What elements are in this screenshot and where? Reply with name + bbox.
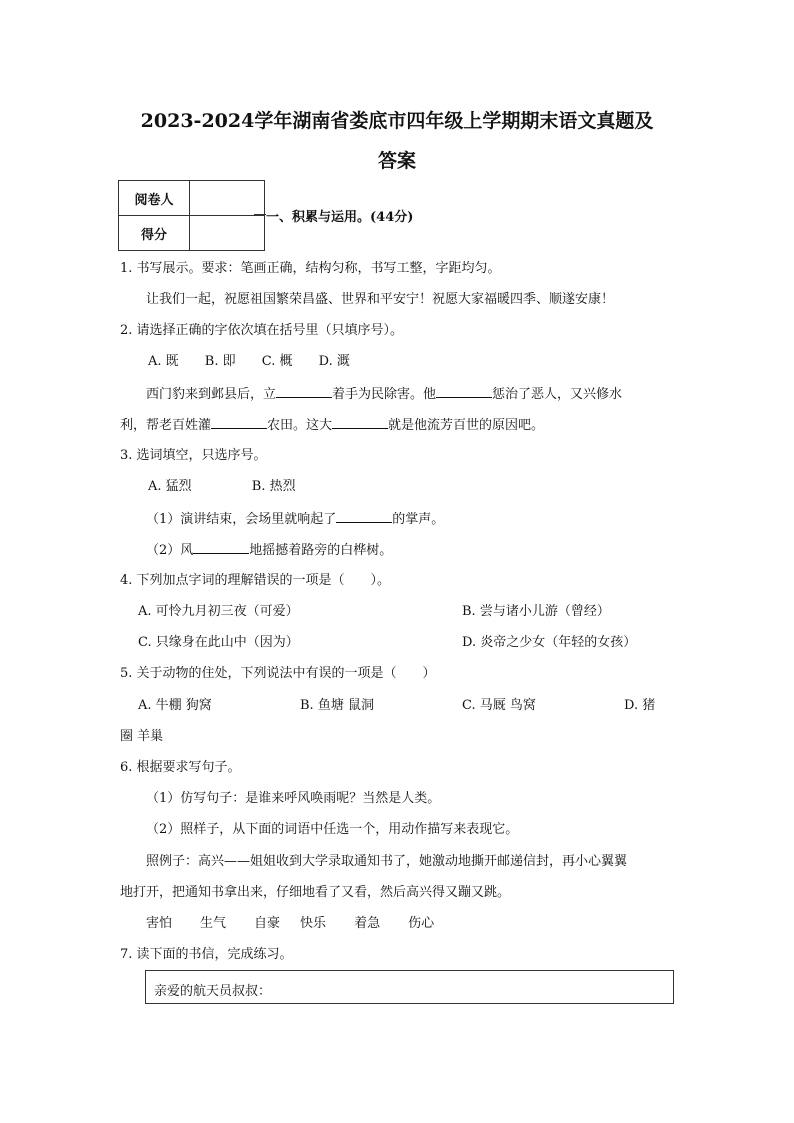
q2-blank-3[interactable] <box>211 416 267 429</box>
q2-text: 着手为民除害。他 <box>332 387 437 402</box>
q5-option-b: B. 鱼塘 鼠洞 <box>300 698 374 713</box>
page-title-continued: 答案 <box>377 150 416 172</box>
q6-word: 着急 <box>354 916 381 931</box>
q3-blank-2[interactable] <box>193 541 249 554</box>
q2-text: 惩治了恶人，又兴修水 <box>492 387 623 402</box>
score-label: 得分 <box>119 216 190 251</box>
q3-option-a: A. 猛烈 <box>148 479 192 494</box>
q3-text: （1）演讲结束，会场里就响起了 <box>146 512 337 527</box>
q2-options <box>148 353 350 371</box>
q3-sentence-2 <box>146 541 392 560</box>
q2-text: 利，帮老百姓灌 <box>120 418 212 433</box>
q2-option-a: A. 既 <box>148 354 179 369</box>
q4-option-c: C. 只缘身在此山中（因为） <box>138 635 299 650</box>
q2-option-b: B. 即 <box>204 354 236 369</box>
q1-prompt: 1. 书写展示。要求：笔画正确，结构匀称，书写工整，字距均匀。 <box>120 261 501 276</box>
q3-option-b: B. 热烈 <box>251 479 296 494</box>
page-title: 2023-2024学年湖南省娄底市四年级上学期期末语文真题及 <box>140 110 654 132</box>
q5-prompt: 5. 关于动物的住处，下列说法中有误的一项是（ ） <box>120 666 436 681</box>
q6-example-line2: 地打开，把通知书拿出来，仔细地看了又看，然后高兴得又蹦又跳。 <box>120 885 511 900</box>
q5-option-c: C. 马厩 鸟窝 <box>462 698 536 713</box>
q3-blank-1[interactable] <box>336 510 392 523</box>
q4-option-a: A. 可怜九月初三夜（可爱） <box>138 604 299 619</box>
q6-word-list <box>146 915 434 933</box>
q3-options <box>148 478 296 496</box>
q2-passage-line1 <box>146 385 622 404</box>
q3-text: 的掌声。 <box>392 512 445 527</box>
q2-text: 就是他流芳百世的原因吧。 <box>388 418 545 433</box>
q3-text: （2）风 <box>146 543 194 558</box>
reviewer-cell[interactable] <box>190 181 265 216</box>
q6-sentence-1: （1）仿写句子：是谁来呼风唤雨呢？当然是人类。 <box>146 791 441 806</box>
q2-passage-line2 <box>120 416 544 435</box>
q6-sentence-2: （2）照样子，从下面的词语中任选一个，用动作描写来表现它。 <box>146 822 519 837</box>
q2-prompt: 2. 请选择正确的字依次填在括号里（只填序号）。 <box>120 323 404 338</box>
q2-option-d: D. 溉 <box>318 354 350 369</box>
q2-text: 农田。这大 <box>267 418 333 433</box>
q3-prompt: 3. 选词填空，只选序号。 <box>120 448 267 463</box>
q2-blank-4[interactable] <box>332 416 388 429</box>
q5-option-a: A. 牛棚 狗窝 <box>138 698 212 713</box>
q4-option-b: B. 尝与诸小儿游（曾经） <box>462 604 610 619</box>
q3-sentence-1 <box>146 510 444 529</box>
q6-prompt: 6. 根据要求写句子。 <box>120 760 241 775</box>
q6-word: 生气 <box>200 916 227 931</box>
q2-option-c: C. 概 <box>261 354 293 369</box>
q6-word: 害怕 <box>146 916 173 931</box>
q4-option-d: D. 炎帝之少女（年轻的女孩） <box>462 635 637 650</box>
q5-option-d-continued: 圈 羊巢 <box>120 729 164 744</box>
q6-word: 快乐 <box>300 916 327 931</box>
q1-text: 让我们一起，祝愿祖国繁荣昌盛、世界和平安宁！祝愿大家福暖四季、顺遂安康！ <box>146 292 615 307</box>
q7-prompt: 7. 读下面的书信，完成练习。 <box>120 947 293 962</box>
q6-word: 伤心 <box>408 916 435 931</box>
q4-prompt: 4. 下列加点字词的理解错误的一项是（ ）。 <box>120 573 391 588</box>
q2-blank-2[interactable] <box>436 385 492 398</box>
score-table <box>118 180 265 251</box>
q2-blank-1[interactable] <box>276 385 332 398</box>
q3-text: 地摇撼着路旁的白桦树。 <box>249 543 393 558</box>
q2-text: 西门豹来到邺县后，立 <box>146 387 277 402</box>
reviewer-label: 阅卷人 <box>119 181 190 216</box>
letter-salutation: 亲爱的航天员叔叔： <box>154 984 272 999</box>
q5-option-d: D. 猪 <box>624 698 656 713</box>
q6-example-line1: 照例子：高兴——姐姐收到大学录取通知书了，她激动地撕开邮递信封，再小心翼翼 <box>146 854 628 869</box>
letter-box <box>145 970 674 1004</box>
q6-word: 自豪 <box>254 916 281 931</box>
score-cell[interactable] <box>190 216 265 251</box>
section-heading: 一、积累与运用。(44分) <box>266 206 413 225</box>
